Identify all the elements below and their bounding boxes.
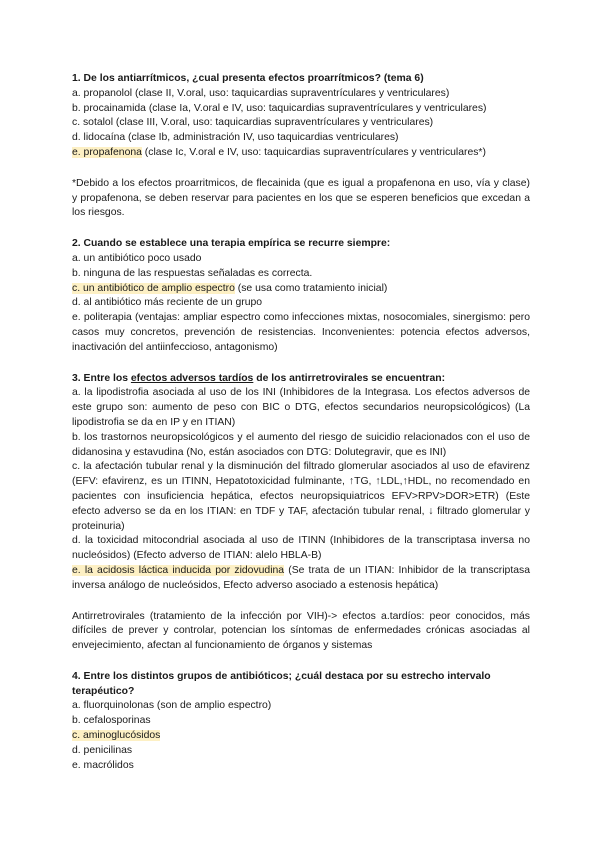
question-2	[72, 237, 530, 355]
question-1-option-d: d. lidocaína (clase Ib, administración IV, uso taquicardias ventriculares)	[72, 132, 399, 144]
question-4-option-a: a. fluorquinolonas (son de amplio espectro)	[72, 700, 272, 712]
question-3-option-d: d. la toxicidad mitocondrial asociada al uso de ITINN (Inhibidores de la transcriptasa inversa no nucleósidos) (Efecto adverso de ITIAN: alelo HBLA-B)	[72, 535, 530, 562]
question-2-option-c-detail: (se usa como tratamiento inicial)	[234, 282, 388, 294]
question-1-option-a: a. propanolol (clase II, V.oral, uso: taquicardias supraventrículares y ventriculares)	[72, 87, 450, 99]
question-3-title	[72, 372, 530, 387]
question-1-note: *Debido a los efectos proarritmicos, de flecainida (que es igual a propafenona en uso, vía y clase) y propafenona, se deben reservar para pacientes en los que se esperen beneficios que excedan a los riesgos.	[72, 177, 530, 219]
question-2-option-e: e. politerapia (ventajas: ampliar espectro como infecciones mixtas, nosocomiales, sinergismo: pero casos muy concretos, prevención de resistencias. Inconvenientes: potencia efectos adversos, inactivación del antiinfeccioso, antagonismo)	[72, 312, 530, 353]
question-3-option-a: a. la lipodistrofia asociada al uso de los INI (Inhibidores de la Integrasa. Los efectos adversos de este grupo son: aumento de peso con BIC o DTG, efectos secundarios neuropsicológicos) (La lipodistrofia se da en IP y en ITIAN)	[72, 387, 530, 428]
question-3-option-c: c. la afectación tubular renal y la disminución del filtrado glomerular asociados al uso de efavirenz (EFV: efavirenz, es un ITINN, Hepatotoxicidad fulminante, ↑TG, ↑LDL,↑HDL, no recomendado en pacientes con insuficiencia hepática, efectos neuropsiquiatricos EFV>RPV>DOR>ETR) (Este efecto adverso se da en los ITIAN: en TDF y TAF, afectación tubular renal, ↓ filtrado glomerular y proteinuria)	[72, 461, 530, 532]
question-4-option-b: b. cefalosporinas	[72, 715, 151, 727]
question-1	[72, 72, 530, 161]
question-2-option-a: a. un antibiótico poco usado	[72, 252, 202, 264]
question-1-title: 1. De los antiarrítmicos, ¿cual presenta efectos proarrítmicos? (tema 6)	[72, 73, 424, 84]
question-3-option-e	[72, 564, 530, 594]
question-4-title: 4. Entre los distintos grupos de antibióticos; ¿cuál destaca por su estrecho intervalo terapéutico?	[72, 670, 491, 697]
question-2-correct-answer: c. un antibiótico de amplio espectro	[72, 282, 235, 294]
question-2-option-c	[72, 282, 530, 297]
question-4-option-e: e. macrólidos	[72, 759, 134, 771]
question-2-option-d: d. al antibiótico más reciente de un grupo	[72, 297, 263, 309]
document-page	[72, 72, 530, 773]
question-3-correct-answer: e. la acidosis láctica inducida por zidovudina	[72, 564, 285, 576]
question-4	[72, 670, 530, 774]
question-3-title-start: 3. Entre los	[72, 372, 131, 384]
question-1-option-b: b. procainamida (clase Ia, V.oral e IV, uso: taquicardias supraventrículares y ventriculares)	[72, 102, 487, 114]
question-1-option-e-detail: (clase Ic, V.oral e IV, uso: taquicardias supraventrículares y ventriculares*)	[141, 146, 486, 158]
question-3	[72, 372, 530, 594]
question-1-option-e	[72, 146, 530, 161]
question-2-option-b: b. ninguna de las respuestas señaladas es correcta.	[72, 267, 313, 279]
question-4-option-d: d. penicilinas	[72, 744, 133, 756]
question-1-correct-answer: e. propafenona	[72, 146, 142, 158]
question-4-correct-answer: c. aminoglucósidos	[72, 730, 161, 742]
question-1-option-c: c. sotalol (clase III, V.oral, uso: taquicardias supraventrículares y ventriculares)	[72, 117, 434, 129]
question-3-option-b: b. los trastornos neuropsicológicos y el aumento del riesgo de suicidio relacionados con el uso de didanosina y estavudina (No, están asociados con DTG: Dolutegravir, que es INI)	[72, 431, 530, 458]
question-4-option-c	[72, 729, 530, 744]
question-3-option-e-detail: (Se trata de un ITIAN: Inhibidor de la transcriptasa inversa análogo de nucleósidos, Efecto adverso asociado a estenosis hepática)	[72, 564, 530, 591]
question-3-note: Antirretrovirales (tratamiento de la infección por VIH)-> efectos a.tardíos: peor conocidos, más difíciles de prever y controlar, potencian los síntomas de enfermedades crónicas asociadas al envejecimiento, afectan al funcionamiento de órganos y sistemas	[72, 610, 530, 652]
question-2-title: 2. Cuando se establece una terapia empírica se recurre siempre:	[72, 238, 391, 250]
question-3-title-end: de los antirretrovirales se encuentran:	[253, 372, 446, 384]
question-3-title-underlined: efectos adversos tardíos	[130, 372, 254, 384]
